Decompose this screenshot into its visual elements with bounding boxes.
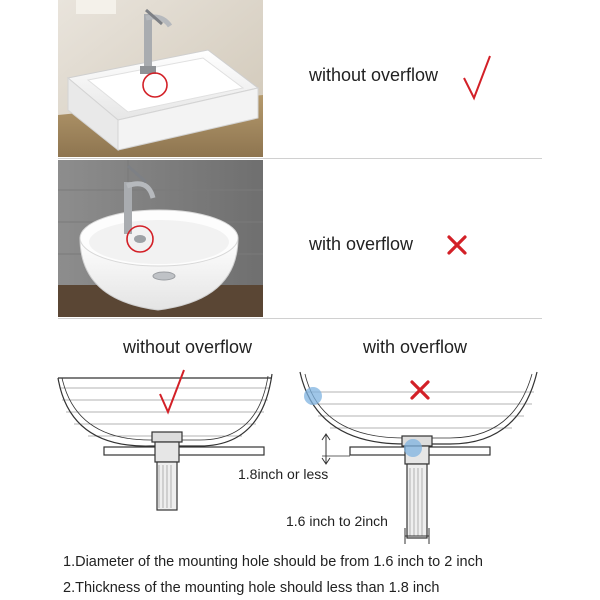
diagram-heading-right: with overflow	[362, 337, 468, 357]
note-hole-thickness: 2.Thickness of the mounting hole should less than 1.8 inch	[63, 580, 440, 596]
photo-rectangular-sink	[58, 0, 263, 157]
thickness-dimension-label: 1.8inch or less	[238, 466, 329, 482]
row-separator	[58, 318, 542, 319]
note-hole-diameter: 1.Diameter of the mounting hole should be from 1.6 inch to 2 inch	[63, 554, 483, 570]
x-mark-icon	[446, 235, 468, 255]
photo-round-sink	[58, 160, 263, 317]
diagram-heading-left: without overflow	[122, 337, 253, 357]
row-label-without-overflow	[309, 63, 438, 87]
diameter-dimension-label: 1.6 inch to 2inch	[286, 513, 388, 529]
row-label-with-overflow	[309, 232, 413, 256]
row-separator	[58, 158, 542, 159]
row-label-text: with overflow	[309, 233, 414, 254]
cross-section-diagram	[0, 360, 600, 560]
row-label-text: without overflow	[309, 64, 439, 85]
check-mark-icon	[462, 54, 492, 102]
